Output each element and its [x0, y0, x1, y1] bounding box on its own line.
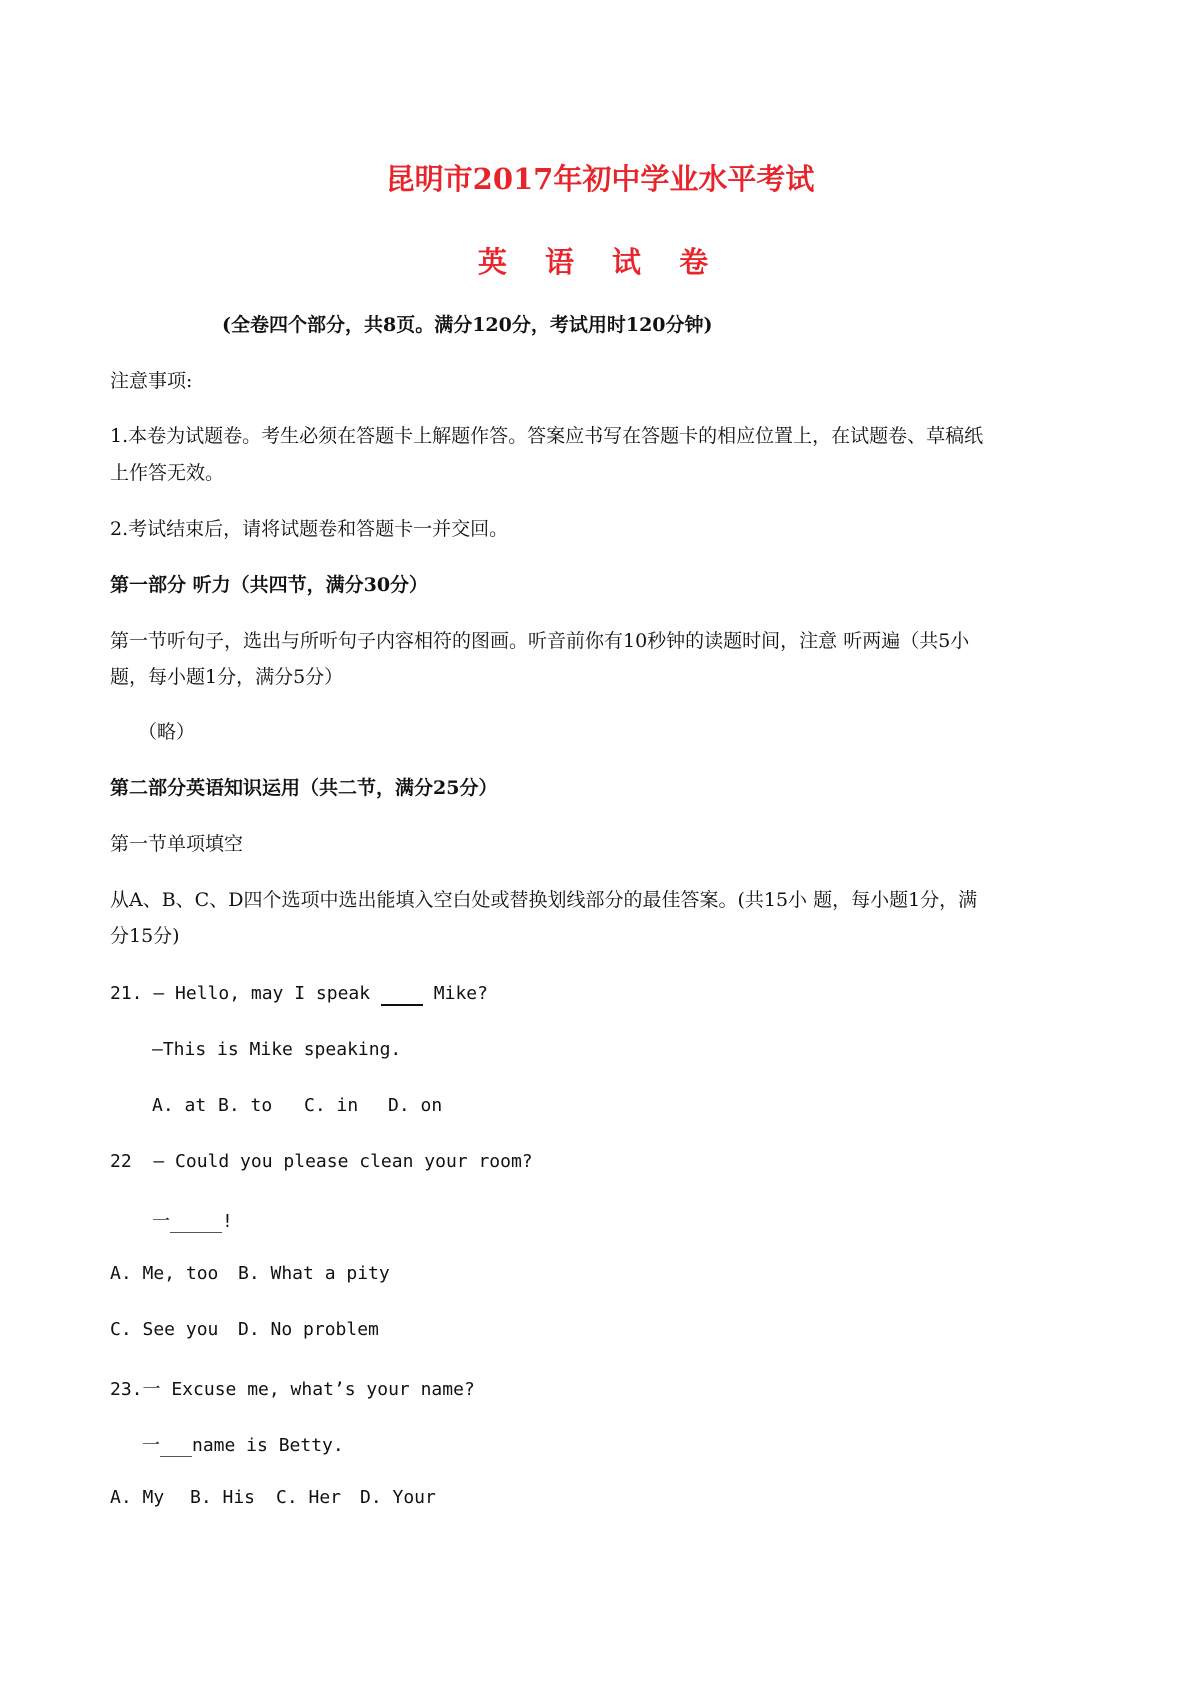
note-item-1-line-2: 上作答无效。 — [110, 462, 225, 484]
q22-reply-end: ! — [222, 1211, 233, 1232]
note-item-1-line-1: 1.本卷为试题卷。考生必须在答题卡上解题作答。答案应书写在答题卡的相应位置上，在试题卷、草稿纸 — [110, 425, 984, 447]
q21-option-d: D. on — [388, 1095, 443, 1116]
q23-option-d: D. Your — [360, 1487, 436, 1508]
q22-option-b: B. What a pity — [238, 1263, 390, 1284]
q21-reply: —This is Mike speaking. — [152, 1039, 402, 1060]
part2-instructions-line-2: 分15分) — [110, 925, 180, 947]
part1-section1-line-1: 第一节听句子，选出与所听句子内容相符的图画。听音前你有10秒钟的读题时间，注意 听两遍（共5小 — [110, 630, 970, 652]
q21-prompt — [110, 983, 488, 1006]
q22-option-d: D. No problem — [238, 1319, 379, 1340]
q21-option-b: B. to — [218, 1095, 273, 1116]
notes-heading: 注意事项: — [110, 370, 193, 392]
q21-option-a: A. at — [152, 1095, 207, 1116]
q23-reply-dash: 一 — [142, 1435, 160, 1456]
part1-omitted: （略） — [138, 721, 196, 743]
q21-option-c: C. in — [304, 1095, 359, 1116]
q22-blank — [170, 1211, 222, 1233]
q23-reply — [142, 1431, 344, 1457]
q21-blank — [381, 983, 423, 1006]
exam-info: (全卷四个部分，共8页。满分120分，考试用时120分钟) — [222, 314, 713, 336]
q22-prompt: 22 — Could you please clean your room? — [110, 1151, 533, 1172]
q23-option-c: C. Her — [276, 1487, 342, 1508]
q23-option-a: A. My — [110, 1487, 165, 1508]
q22-reply-dash: 一 — [152, 1211, 170, 1232]
q23-options — [110, 1487, 436, 1508]
q21-prompt-end: Mike? — [422, 983, 488, 1004]
q23-blank — [160, 1435, 192, 1457]
q22-reply — [152, 1207, 233, 1233]
part2-instructions-line-1: 从A、B、C、D四个选项中选出能填入空白处或替换划线部分的最佳答案。(共15小 题，每小题1分，满 — [110, 889, 978, 911]
q22-option-a: A. Me, too — [110, 1263, 219, 1284]
part2-heading: 第二部分英语知识运用（共二节，满分25分） — [110, 777, 498, 799]
part1-heading: 第一部分 听力（共四节，满分30分） — [110, 574, 429, 596]
q21-prompt-start: 21. — Hello, may I speak — [110, 983, 381, 1004]
part2-section1: 第一节单项填空 — [110, 833, 244, 855]
q23-reply-end: name is Betty. — [192, 1435, 344, 1456]
q23-prompt: 23.一 Excuse me, what’s your name? — [110, 1379, 475, 1400]
q21-options — [152, 1095, 442, 1116]
q22-options-line-2 — [110, 1319, 379, 1340]
subject-title: 英 语 试 卷 — [477, 245, 723, 279]
exam-title: 昆明市2017年初中学业水平考试 — [385, 162, 815, 196]
q22-options-line-1 — [110, 1263, 390, 1284]
q22-option-c: C. See you — [110, 1319, 219, 1340]
part1-section1-line-2: 题，每小题1分，满分5分） — [110, 666, 344, 688]
note-item-2: 2.考试结束后，请将试题卷和答题卡一并交回。 — [110, 518, 509, 540]
q23-option-b: B. His — [190, 1487, 256, 1508]
